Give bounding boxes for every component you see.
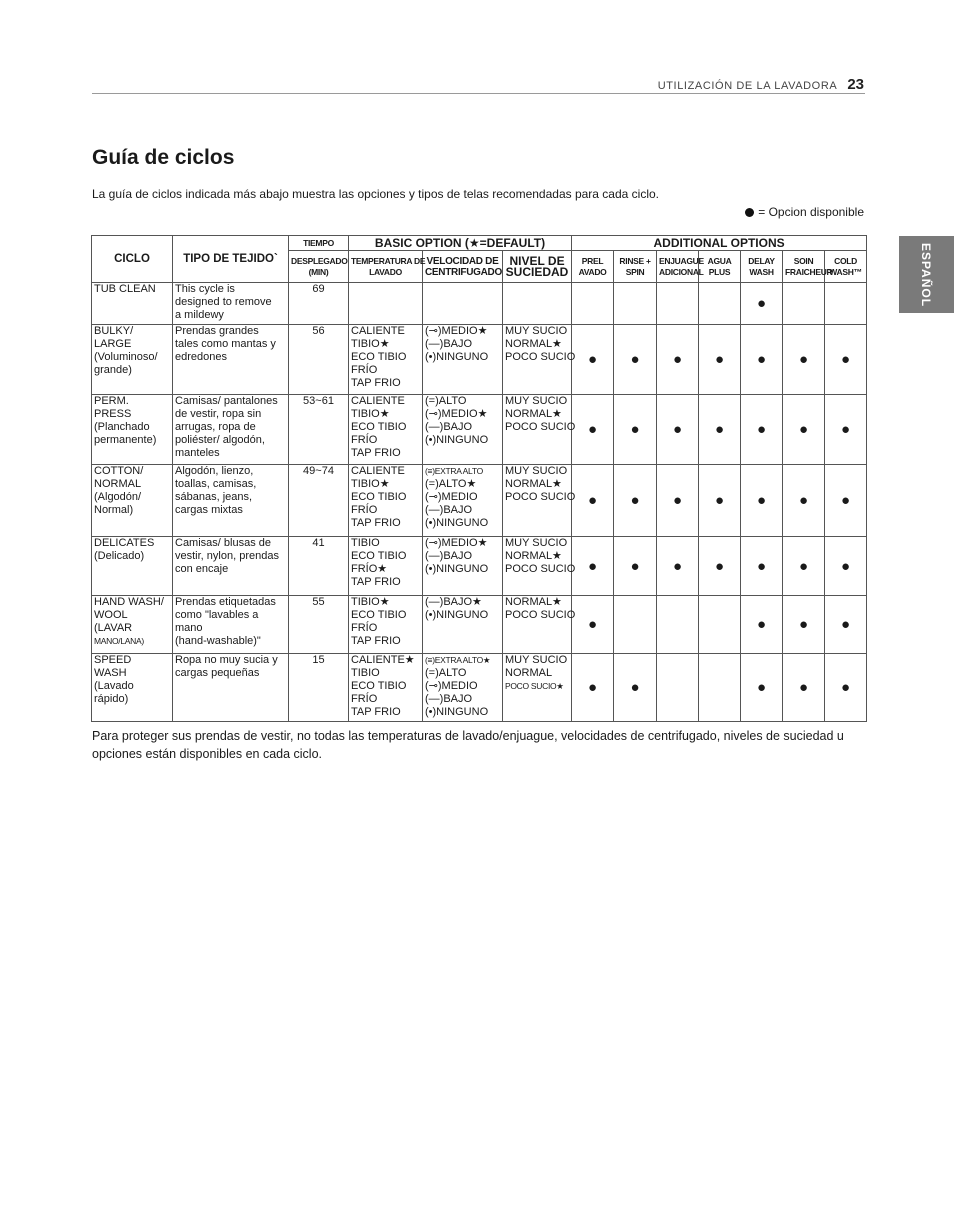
cell-option-2 xyxy=(657,283,699,325)
cell-tejido xyxy=(173,465,289,537)
col-additional-options: ADDITIONAL OPTIONS xyxy=(572,236,867,251)
cell-ciclo-line: (Delicado) xyxy=(94,550,145,562)
cell-nivel-line: MUY SUCIO xyxy=(505,465,568,477)
cell-velocidad xyxy=(423,325,503,395)
cell-velocidad-line: (—)BAJO xyxy=(425,504,473,516)
cell-option-2: ● xyxy=(657,465,699,537)
cell-option-0: ● xyxy=(572,465,614,537)
cell-ciclo-line: (Voluminoso/ xyxy=(94,351,158,363)
cell-option-0: ● xyxy=(572,596,614,654)
cell-option-4: ● xyxy=(741,537,783,596)
cell-tejido-line: con encaje xyxy=(175,563,229,575)
cell-ciclo-line: PERM. xyxy=(94,395,129,407)
cell-temperatura-line: ECO TIBIO xyxy=(351,491,407,503)
cell-option-4: ● xyxy=(741,283,783,325)
cell-temperatura-line: CALIENTE xyxy=(351,395,405,407)
cell-nivel xyxy=(503,395,576,465)
table-row xyxy=(92,596,867,654)
cell-nivel-line: POCO SUCIO xyxy=(505,609,576,621)
table-row xyxy=(92,395,867,465)
cell-temperatura-line: TAP FRIO xyxy=(351,576,401,588)
cell-option-6: ● xyxy=(825,654,867,722)
cell-tejido-line: tales como mantas y xyxy=(175,338,276,350)
cell-tejido-line: a mildewy xyxy=(175,309,224,321)
cell-tejido-line: Prendas grandes xyxy=(175,325,259,337)
cell-ciclo-line: WOOL xyxy=(94,609,128,621)
cell-temperatura xyxy=(349,283,423,325)
cell-option-5: ● xyxy=(783,325,825,395)
language-tab-label: ESPAÑOL xyxy=(919,242,934,307)
cell-option-5: ● xyxy=(783,537,825,596)
cell-velocidad-line: (•)NINGUNO xyxy=(425,434,489,446)
cell-temperatura-line: FRÍO xyxy=(351,434,378,446)
cell-tejido-line: sábanas, jeans, xyxy=(175,491,253,503)
cell-option-1 xyxy=(614,596,657,654)
cell-tejido-line: This cycle is xyxy=(175,283,235,295)
cell-ciclo xyxy=(92,654,173,722)
cell-velocidad xyxy=(423,654,503,722)
cell-temperatura-line: TAP FRIO xyxy=(351,517,401,529)
cell-nivel-line: NORMAL xyxy=(505,667,553,679)
cell-tejido xyxy=(173,537,289,596)
cell-tejido-line: poliéster/ algodón, xyxy=(175,434,265,446)
cell-option-1: ● xyxy=(614,395,657,465)
cell-temperatura xyxy=(349,395,423,465)
cell-tejido-line: (hand-washable)" xyxy=(175,635,261,647)
cell-temperatura-line: ECO TIBIO xyxy=(351,680,407,692)
cell-tejido-line: Ropa no muy sucia y xyxy=(175,654,278,666)
cell-temperatura-line: FRÍO★ xyxy=(351,563,388,575)
cell-option-5: ● xyxy=(783,596,825,654)
cell-temperatura-line: TAP FRIO xyxy=(351,706,401,718)
cell-temperatura-line: TIBIO★ xyxy=(351,408,390,420)
cell-option-6 xyxy=(825,283,867,325)
cell-tejido xyxy=(173,654,289,722)
cell-velocidad-line: (•)NINGUNO xyxy=(425,563,489,575)
cell-velocidad-line: (=)ALTO xyxy=(425,667,467,679)
col-option-6: COLD WASH™ xyxy=(825,251,867,283)
cell-option-1: ● xyxy=(614,537,657,596)
cell-velocidad-line: (•)NINGUNO xyxy=(425,517,489,529)
cell-temperatura-line: CALIENTE xyxy=(351,325,405,337)
cell-tiempo: 56 xyxy=(289,325,349,395)
cell-option-4: ● xyxy=(741,395,783,465)
cell-option-5: ● xyxy=(783,465,825,537)
cell-ciclo xyxy=(92,325,173,395)
cell-tejido-line: mano xyxy=(175,622,203,634)
col-nivel: NIVEL DE SUCIEDAD xyxy=(503,251,572,283)
cell-ciclo-line: permanente) xyxy=(94,434,157,446)
cell-tejido-line: de vestir, ropa sin xyxy=(175,408,262,420)
cell-tejido-line: Camisas/ pantalones xyxy=(175,395,278,407)
cell-velocidad-line: (—)BAJO xyxy=(425,693,473,705)
cell-tejido-line: como "lavables a xyxy=(175,609,259,621)
col-option-2: ENJUAGUE ADICIONAL xyxy=(657,251,699,283)
cell-ciclo-line: BULKY/ xyxy=(94,325,134,337)
table-row xyxy=(92,654,867,722)
cell-nivel-line: POCO SUCIO★ xyxy=(505,681,564,691)
col-option-1: RINSE + SPIN xyxy=(614,251,657,283)
cell-option-4: ● xyxy=(741,325,783,395)
cell-ciclo-line: PRESS xyxy=(94,408,132,420)
cell-velocidad-line: (≡)EXTRA ALTO★ xyxy=(425,655,491,665)
dot-icon xyxy=(745,208,754,217)
cell-tiempo: 69 xyxy=(289,283,349,325)
cell-velocidad-line: (⊸)MEDIO★ xyxy=(425,325,488,337)
cell-nivel-line: NORMAL★ xyxy=(505,550,562,562)
cell-ciclo-line: SPEED xyxy=(94,654,132,666)
cell-option-3: ● xyxy=(699,465,741,537)
cell-ciclo-line: Normal) xyxy=(94,504,134,516)
cell-nivel-line: NORMAL★ xyxy=(505,408,562,420)
cell-option-2: ● xyxy=(657,395,699,465)
cell-option-2 xyxy=(657,654,699,722)
cycle-guide-table xyxy=(91,235,867,722)
cell-nivel xyxy=(503,537,576,596)
cell-velocidad xyxy=(423,283,503,325)
cell-velocidad-line: (⊸)MEDIO xyxy=(425,680,478,692)
cell-temperatura-line: FRÍO xyxy=(351,693,378,705)
cell-nivel-line: POCO SUCIO xyxy=(505,563,576,575)
cell-temperatura-line: TAP FRIO xyxy=(351,377,401,389)
cell-ciclo-line: (LAVAR xyxy=(94,622,133,634)
cell-tejido-line: Prendas etiquetadas xyxy=(175,596,276,608)
cell-option-0: ● xyxy=(572,537,614,596)
cell-tiempo: 49~74 xyxy=(289,465,349,537)
col-option-4: DELAY WASH xyxy=(741,251,783,283)
col-tiempo-1: TIEMPO xyxy=(289,236,349,251)
cell-option-1: ● xyxy=(614,654,657,722)
cell-nivel xyxy=(503,465,576,537)
cell-tejido-line: arrugas, ropa de xyxy=(175,421,256,433)
cell-option-6: ● xyxy=(825,465,867,537)
cell-ciclo xyxy=(92,537,173,596)
cell-ciclo xyxy=(92,395,173,465)
cell-velocidad-line: (—)BAJO★ xyxy=(425,596,482,608)
cell-option-4: ● xyxy=(741,465,783,537)
col-ciclo: CICLO xyxy=(92,236,173,283)
cell-ciclo-line: WASH xyxy=(94,667,127,679)
section-title: UTILIZACIÓN DE LA LAVADORA xyxy=(657,80,838,92)
cell-nivel-line: NORMAL★ xyxy=(505,596,562,608)
cell-temperatura-line: TAP FRIO xyxy=(351,447,401,459)
col-option-0: PREL AVADO xyxy=(572,251,614,283)
cell-temperatura-line: ECO TIBIO xyxy=(351,609,407,621)
cell-option-5: ● xyxy=(783,395,825,465)
cell-ciclo-line: rápido) xyxy=(94,693,129,705)
cell-velocidad-line: (≡)EXTRA ALTO xyxy=(425,466,483,476)
cell-velocidad-line: (—)BAJO xyxy=(425,550,473,562)
cell-option-3 xyxy=(699,596,741,654)
col-velocidad: VELOCIDAD DE CENTRIFUGADO xyxy=(423,251,503,283)
cell-ciclo-line: grande) xyxy=(94,364,132,376)
cell-temperatura-line: TIBIO★ xyxy=(351,596,390,608)
cell-temperatura-line: TIBIO xyxy=(351,537,380,549)
cell-nivel xyxy=(503,283,572,325)
cell-option-0: ● xyxy=(572,395,614,465)
cell-option-3 xyxy=(699,283,741,325)
page-number: 23 xyxy=(847,76,864,93)
cell-nivel xyxy=(503,654,572,722)
cell-velocidad-line: (=)ALTO★ xyxy=(425,478,477,490)
intro-text: La guía de ciclos indicada más abajo muestra las opciones y tipos de telas recomendadas para cada ciclo. xyxy=(92,187,659,201)
cell-velocidad-line: (—)BAJO xyxy=(425,338,473,350)
cell-ciclo-line: COTTON/ xyxy=(94,465,144,477)
cell-ciclo-line: NORMAL xyxy=(94,478,142,490)
cell-temperatura-line: ECO TIBIO xyxy=(351,351,407,363)
cell-tiempo: 53~61 xyxy=(289,395,349,465)
cell-option-0 xyxy=(572,283,614,325)
cell-tejido xyxy=(173,283,289,325)
cell-option-3: ● xyxy=(699,537,741,596)
cell-temperatura xyxy=(349,654,423,722)
cell-tejido-line: edredones xyxy=(175,351,227,363)
cell-temperatura xyxy=(349,537,423,596)
legend xyxy=(745,205,864,219)
cell-nivel-line: POCO SUCIO xyxy=(505,491,576,503)
col-option-3: AGUA PLUS xyxy=(699,251,741,283)
cell-tejido-line: vestir, nylon, prendas xyxy=(175,550,279,562)
cell-ciclo xyxy=(92,283,173,325)
page-header xyxy=(658,76,864,93)
cell-temperatura-line: FRÍO xyxy=(351,364,378,376)
table-row xyxy=(92,537,867,596)
cell-tejido-line: Camisas/ blusas de xyxy=(175,537,271,549)
cell-option-6: ● xyxy=(825,325,867,395)
cell-option-3: ● xyxy=(699,395,741,465)
cell-option-1: ● xyxy=(614,465,657,537)
cell-tejido xyxy=(173,395,289,465)
table-row xyxy=(92,283,867,325)
cell-nivel xyxy=(503,596,576,654)
cell-ciclo-line: HAND WASH/ xyxy=(94,596,164,608)
cell-tejido xyxy=(173,596,289,654)
cell-temperatura-line: ECO TIBIO xyxy=(351,421,407,433)
cell-option-6: ● xyxy=(825,596,867,654)
cell-option-3 xyxy=(699,654,741,722)
cell-nivel-line: MUY SUCIO xyxy=(505,537,568,549)
cell-velocidad-line: (—)BAJO xyxy=(425,421,473,433)
cell-velocidad-line: (=)ALTO xyxy=(425,395,467,407)
cell-option-5: ● xyxy=(783,654,825,722)
cell-temperatura-line: TAP FRIO xyxy=(351,635,401,647)
cell-ciclo-line: (Planchado xyxy=(94,421,150,433)
footer-note: Para proteger sus prendas de vestir, no todas las temperaturas de lavado/enjuague, velocidades de centrifugado, niveles de suciedad u opciones están disponibles en cada ciclo. xyxy=(92,729,844,761)
cell-temperatura-line: CALIENTE★ xyxy=(351,654,415,666)
cell-nivel-line: POCO SUCIO xyxy=(505,351,576,363)
cell-temperatura-line: TIBIO xyxy=(351,667,380,679)
cell-nivel-line: POCO SUCIO xyxy=(505,421,576,433)
col-tejido: TIPO DE TEJIDO` xyxy=(173,236,289,283)
cell-tejido-line: cargas mixtas xyxy=(175,504,243,516)
cell-nivel-line: MUY SUCIO xyxy=(505,325,568,337)
cell-option-2 xyxy=(657,596,699,654)
cell-tejido-line: manteles xyxy=(175,447,220,459)
cell-tiempo: 41 xyxy=(289,537,349,596)
cell-velocidad-line: (•)NINGUNO xyxy=(425,609,489,621)
col-option-5: SOIN FRAICHEUR xyxy=(783,251,825,283)
cell-tiempo: 55 xyxy=(289,596,349,654)
table-row xyxy=(92,325,867,395)
col-temperatura: TEMPERATURA DE LAVADO xyxy=(349,251,423,283)
cell-option-0: ● xyxy=(572,325,614,395)
cell-option-6: ● xyxy=(825,395,867,465)
col-tiempo-2: DESPLEGADO (MIN) xyxy=(289,251,349,283)
cell-option-4: ● xyxy=(741,654,783,722)
cell-ciclo-line: (Lavado xyxy=(94,680,134,692)
cell-tejido-line: toallas, camisas, xyxy=(175,478,257,490)
cell-velocidad-line: (⊸)MEDIO★ xyxy=(425,537,488,549)
cell-option-6: ● xyxy=(825,537,867,596)
cell-temperatura-line: TIBIO★ xyxy=(351,338,390,350)
cell-temperatura-line: FRÍO xyxy=(351,504,378,516)
cell-temperatura-line: TIBIO★ xyxy=(351,478,390,490)
cell-option-0: ● xyxy=(572,654,614,722)
cell-temperatura-line: ECO TIBIO xyxy=(351,550,407,562)
cell-ciclo xyxy=(92,596,173,654)
cell-temperatura xyxy=(349,596,423,654)
cell-velocidad xyxy=(423,465,503,537)
cell-nivel-line: NORMAL★ xyxy=(505,478,562,490)
col-basic-option: BASIC OPTION (★=DEFAULT) xyxy=(349,236,572,251)
cell-velocidad xyxy=(423,537,503,596)
cell-option-2: ● xyxy=(657,325,699,395)
cell-ciclo xyxy=(92,465,173,537)
header-divider xyxy=(92,93,865,94)
cell-temperatura-line: FRÍO xyxy=(351,622,378,634)
cell-tejido-line: designed to remove xyxy=(175,296,272,308)
cell-temperatura-line: CALIENTE xyxy=(351,465,405,477)
cell-nivel xyxy=(503,325,576,395)
cell-option-5 xyxy=(783,283,825,325)
cell-velocidad-line: (•)NINGUNO xyxy=(425,351,489,363)
cell-ciclo-line: (Algodón/ xyxy=(94,491,142,503)
cell-nivel-line: MUY SUCIO xyxy=(505,395,568,407)
cell-nivel-line: MUY SUCIO xyxy=(505,654,568,666)
cell-option-1 xyxy=(614,283,657,325)
cell-velocidad-line: (⊸)MEDIO xyxy=(425,491,478,503)
table-row xyxy=(92,465,867,537)
cell-ciclo-line: TUB CLEAN xyxy=(94,283,156,295)
cell-ciclo-line: LARGE xyxy=(94,338,132,350)
cell-velocidad-line: (⊸)MEDIO★ xyxy=(425,408,488,420)
cell-ciclo-line: MANO/LANA) xyxy=(94,636,144,646)
cell-nivel-line: NORMAL★ xyxy=(505,338,562,350)
cell-velocidad xyxy=(423,395,503,465)
language-tab xyxy=(899,236,954,313)
cell-velocidad-line: (•)NINGUNO xyxy=(425,706,489,718)
cell-ciclo-line: DELICATES xyxy=(94,537,155,549)
cell-tiempo: 15 xyxy=(289,654,349,722)
page-title: Guía de ciclos xyxy=(92,146,235,169)
cell-option-4: ● xyxy=(741,596,783,654)
cell-temperatura xyxy=(349,465,423,537)
cell-velocidad xyxy=(423,596,503,654)
cell-option-1: ● xyxy=(614,325,657,395)
cell-option-2: ● xyxy=(657,537,699,596)
cell-tejido xyxy=(173,325,289,395)
cell-option-3: ● xyxy=(699,325,741,395)
cell-tejido-line: cargas pequeñas xyxy=(175,667,260,679)
cell-temperatura xyxy=(349,325,423,395)
cell-tejido-line: Algodón, lienzo, xyxy=(175,465,254,477)
legend-text: = Opcion disponible xyxy=(758,205,864,219)
